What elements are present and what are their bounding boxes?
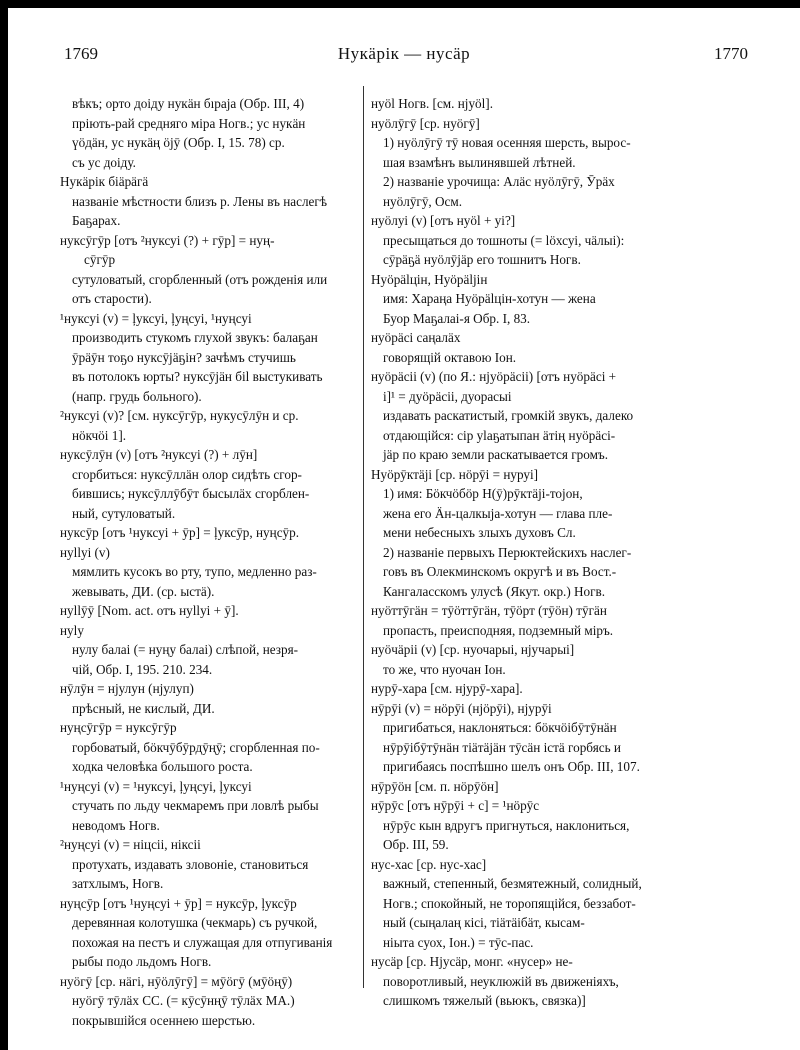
dictionary-line: покрывшійся осеннею шерстью. — [72, 1012, 256, 1028]
dictionary-line: нуöлуі (v) [отъ нуöl + уі?] — [371, 213, 516, 228]
dictionary-line: въ потолокъ юрты? нуксӯјäн біl выстукивать — [72, 369, 323, 384]
dictionary-line: ²нуксуі (v)? [см. нуксӯгӯр, нукусӯлӯн и ср. — [60, 408, 299, 423]
dictionary-line: ¹нуксуі (v) = ļуксуі, ļуңсуі, ¹нуңсуі — [60, 310, 252, 326]
dictionary-line: пропасть, преисподняя, подземный міръ. — [383, 622, 614, 638]
page-title: Нукäрік — нусäр — [337, 44, 471, 63]
dictionary-line: үöдäн, ус нукäң öјӯ (Обр. I, 15. 78) ср. — [72, 135, 285, 150]
dictionary-line: нуöлӯгӯ [ср. нуöгӯ] — [371, 115, 480, 131]
dictionary-line: говъ въ Олекминскомъ округѣ и въ Вост.- — [383, 564, 617, 579]
dictionary-line: нӯрӯс [отъ нӯрӯі + с] = ¹нöрӯс — [371, 798, 540, 813]
dictionary-line: сӯрäҕä нуöлӯјäр его тошнитъ Ногв. — [383, 252, 581, 267]
dictionary-line: ²нуңсуі (v) = ніцсіі, ніксіі — [60, 837, 201, 852]
dictionary-line: имя: Хараңа Нуöрälцін-хотун — жена — [383, 291, 596, 306]
dictionary-line: нӯлӯн = нјулун (нјулуп) — [60, 681, 194, 696]
dictionary-line: бившись; нуксӯллӯбӯт бысылäх сгорблен- — [72, 486, 310, 501]
dictionary-line: сгорбиться: нуксӯллäн олор сидѣть сгор- — [72, 466, 302, 482]
dictionary-line: јäр по краю земли раскатывается громъ. — [383, 447, 609, 462]
dictionary-line: Кангаласскомъ улусѣ (Якут. окр.) Ногв. — [383, 583, 606, 599]
dictionary-line: нуксӯгӯр [отъ ²нуксуі (?) + гӯр] = нуң- — [60, 232, 275, 248]
dictionary-line: 1) нуöлӯгӯ тӯ новая осенняя шерсть, вырос- — [383, 135, 631, 150]
dictionary-page — [8, 8, 800, 1050]
dictionary-line: нуңсӯр [отъ ¹нуңсуі + ӯр] = нуксӯр, ļуксӯр — [60, 895, 297, 911]
dictionary-line: важный, степенный, безмятежный, солидный, — [383, 876, 642, 891]
dictionary-line: Буор Маҕалаі-я Обр. I, 83. — [383, 310, 531, 326]
dictionary-line: ный (сыңалаң кісі, тіäтäібäт, кысам- — [383, 915, 585, 930]
dictionary-line: пригибаясь поспѣшно шелъ онъ Обр. III, 107. — [383, 759, 640, 774]
dictionary-line: ходка человѣка большого роста. — [72, 759, 253, 774]
dictionary-line: нӯрӯі (v) = нöрӯі (нјöрӯі), нјурӯі — [371, 700, 552, 716]
dictionary-line: отдающійся: сір уlаҕатыпан äтің нуöрäсі- — [383, 427, 616, 443]
dictionary-line: нӯрӯс кын вдругъ пригнуться, наклониться, — [383, 817, 630, 833]
dictionary-line: пригибаться, наклоняться: бöкчöібӯтӯнäн — [383, 720, 617, 735]
left-column — [60, 94, 356, 1030]
right-page-number: 1770 — [714, 44, 748, 63]
dictionary-line: рыбы подо льдомъ Ногв. — [72, 954, 212, 969]
dictionary-line: прѣсный, не кислый, ДИ. — [72, 700, 215, 716]
dictionary-line: похожая на пестъ и служащая для отпугиванія — [72, 934, 333, 950]
dictionary-line: затхлымъ, Ногв. — [72, 876, 164, 891]
dictionary-line: поворотливый, неуклюжій въ движеніяхъ, — [383, 973, 619, 989]
dictionary-line: нуöттӯгäн = тӯöттӯгäн, тӯöрт (тӯöн) тӯгäн — [371, 603, 607, 618]
dictionary-line: нӯрӯöн [см. п. нöрӯöн] — [371, 778, 499, 794]
column-divider — [363, 86, 364, 988]
dictionary-line: 2) названіе урочища: Алäс нуöлӯгӯ, Ӯрäх — [383, 174, 615, 189]
dictionary-line: Нуöрӯктäјі [ср. нöрӯі = нуруі] — [371, 466, 539, 482]
dictionary-line: отъ старости). — [72, 291, 152, 306]
dictionary-line: ный, сутуловатый. — [72, 505, 176, 521]
dictionary-line: съ ус доіду. — [72, 154, 136, 170]
dictionary-line: Нукäрік біäрäгä — [60, 174, 149, 189]
dictionary-line: і]¹ = дуöрäсіі, дуорасыі — [383, 388, 512, 404]
dictionary-line: нуöгӯ [ср. нäгі, нӯöлӯгӯ] = мӯöгӯ (мӯöңӯ) — [60, 973, 293, 989]
dictionary-line: Баҕарах. — [72, 213, 121, 228]
dictionary-line: нуllуі (v) — [60, 544, 110, 560]
dictionary-line: нуlу — [60, 622, 84, 638]
dictionary-line: ӯрäӯн тоҕо нуксӯјäҕін? зачѣмъ стучишь — [72, 349, 296, 365]
dictionary-line: нуксӯлӯн (v) [отъ ²нуксуі (?) + лӯн] — [60, 447, 258, 462]
dictionary-line: деревянная колотушка (чекмарь) съ ручкой, — [72, 915, 318, 930]
dictionary-line: 1) имя: Бöкчöбöр Н(ӯ)рӯктäјі-тојон, — [383, 486, 583, 501]
right-column — [371, 94, 661, 1011]
dictionary-line: нуксӯр [отъ ¹нуксуі + ӯр] = ļуксӯр, нуңсӯр. — [60, 525, 300, 540]
dictionary-line: нуöрäсіі (v) (по Я.: нјуöрäсіі) [отъ нуöрäсі + — [371, 369, 617, 384]
dictionary-line: говорящій октавою Іон. — [383, 349, 517, 365]
dictionary-line: нуöлӯгӯ, Осм. — [383, 193, 463, 209]
dictionary-line: нулу балаі (= нуңу балаі) слѣпой, незря- — [72, 642, 299, 657]
dictionary-line: прiють-рай средняго міра Ногв.; ус нукäн — [72, 115, 306, 131]
dictionary-line: нуöрäсі саңалäх — [371, 330, 461, 345]
dictionary-line: нӯрӯібӯтӯнäн тіäтäјäн тӯсäн істä горбясь и — [383, 739, 621, 755]
dictionary-line: нус-хас [ср. нус-хас] — [371, 856, 487, 872]
left-page-number: 1769 — [64, 44, 98, 63]
dictionary-line: сутуловатый, сгорбленный (отъ рожденія или — [72, 271, 328, 287]
dictionary-line: нуllӯӯ [Nom. act. отъ нуllуі + ӯ]. — [60, 603, 239, 618]
dictionary-line: 2) названіе первыхъ Перюктейскихъ наслег- — [383, 544, 632, 560]
dictionary-line: ніыта суох, Іон.) = тӯс-пас. — [383, 934, 534, 950]
dictionary-line: мени небесныхъ злыхъ духовъ Сл. — [383, 525, 576, 540]
dictionary-line: нусäр [ср. Нјусäр, монг. «нусер» не- — [371, 954, 573, 969]
dictionary-line: жевывать, ДИ. (ср. ыстä). — [72, 583, 215, 599]
dictionary-line: (напр. грудь больного). — [72, 388, 202, 404]
dictionary-line: жена его Äн-цалкыја-хотун — глава пле- — [383, 505, 613, 521]
dictionary-line: шая взамѣнъ вылинявшей лѣтней. — [383, 154, 576, 170]
dictionary-line: Нуöрälцін, Нуöрäljін — [371, 271, 488, 287]
dictionary-line: сӯгӯр — [84, 252, 116, 267]
dictionary-line: то же, что нуочан Іон. — [383, 661, 506, 677]
dictionary-line: Обр. III, 59. — [383, 837, 449, 852]
dictionary-line: слишкомъ тяжелый (вьюкъ, связка)] — [383, 993, 586, 1008]
dictionary-line: нуöчäріі (v) [ср. нуочарыі, нјучарыі] — [371, 642, 575, 657]
dictionary-line: ¹нуңсуі (v) = ¹нуксуі, ļуңсуі, ļуксуі — [60, 778, 252, 794]
dictionary-line: производить стукомъ глухой звукъ: балаҕан — [72, 330, 318, 345]
dictionary-line: протухать, издавать зловоніе, становиться — [72, 856, 309, 872]
dictionary-line: нурӯ-хара [см. нјурӯ-хара]. — [371, 681, 523, 696]
dictionary-line: издавать раскатистый, громкій звукъ, далеко — [383, 408, 634, 423]
dictionary-line: нуöгӯ тӯлäх СС. (= кӯсӯнңӯ тӯлäх МА.) — [72, 993, 295, 1008]
dictionary-line: вѣкъ; орто доіду нукäн бıраја (Обр. III, 4) — [72, 96, 305, 111]
dictionary-line: горбоватый, бöкчӯбӯрдӯңӯ; сгорбленная по- — [72, 739, 320, 755]
dictionary-line: нуңсӯгӯр = нуксӯгӯр — [60, 720, 177, 735]
dictionary-line: стучать по льду чекмаремъ при ловлѣ рыбы — [72, 798, 319, 813]
dictionary-line: пресыщаться до тошноты (= löхсуі, чäлыі): — [383, 232, 625, 248]
dictionary-line: нöкчöі 1]. — [72, 427, 127, 443]
dictionary-line: нуöl Ногв. [см. нјуöl]. — [371, 96, 493, 111]
dictionary-line: Ногв.; спокойный, не торопящійся, беззабот- — [383, 895, 636, 911]
dictionary-line: неводомъ Ногв. — [72, 817, 160, 833]
dictionary-line: чій, Обр. I, 195. 210. 234. — [72, 661, 213, 677]
dictionary-line: названіе мѣстности близъ р. Лены въ наслегѣ — [72, 193, 327, 209]
dictionary-line: мямлить кусокъ во рту, тупо, медленно раз- — [72, 564, 317, 579]
